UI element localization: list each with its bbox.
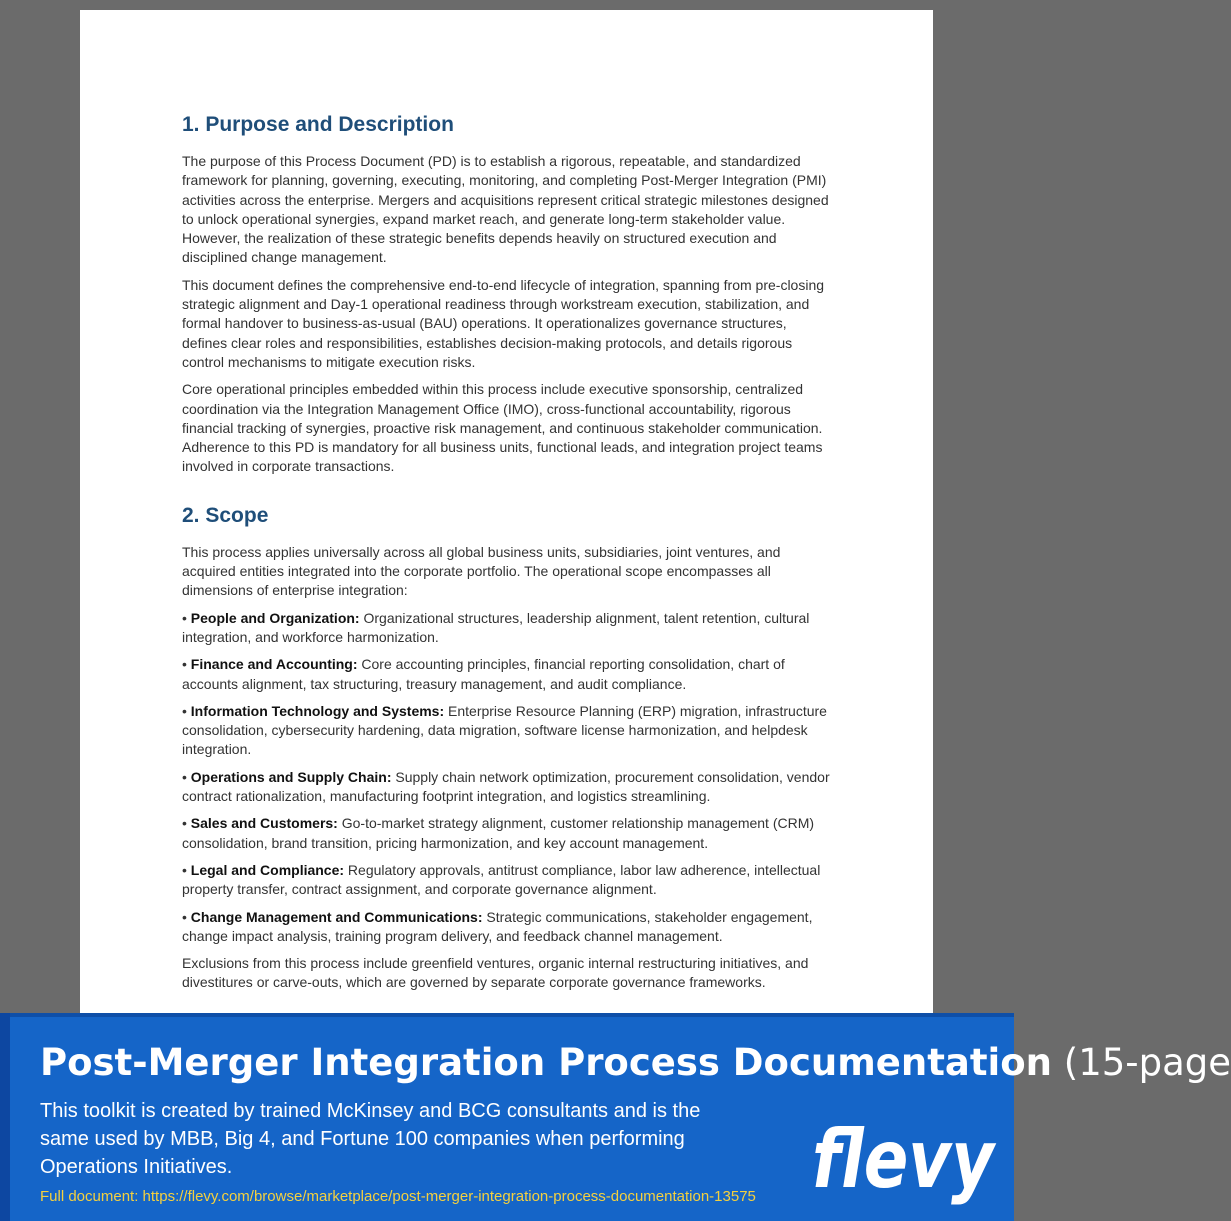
- banner-title: [40, 1041, 1231, 1085]
- section-heading-scope: 2. Scope: [182, 503, 269, 527]
- document-page: [80, 10, 933, 1020]
- section-heading-purpose: 1. Purpose and Description: [182, 113, 454, 136]
- scope-item-text: Supply chain network optimization, procurement consolidation, vendor contract rationalization, manufacturing footprint integration, and logistics streamlining.: [182, 768, 830, 805]
- banner-title-suffix: (15-page: [1052, 1041, 1231, 1084]
- full-document-link[interactable]: Full document: https://flevy.com/browse/marketplace/post-merger-integration-process-documentation-13575: [40, 1188, 756, 1205]
- scope-item: • Sales and Customers: Go-to-market strategy alignment, customer relationship management (CRM) consolidation, brand transition, pricing harmonization, and key account management.: [182, 815, 815, 851]
- paragraph: This process applies universally across all global business units, subsidiaries, joint ventures, and acquired entities integrated into the corporate portfolio. The operational scope encompasses all dimensions of enterprise integration:: [182, 543, 781, 599]
- scope-item: • Legal and Compliance: Regulatory approvals, antitrust compliance, labor law adherence, intellectual property transfer, contract assignment, and corporate governance alignment.: [182, 861, 821, 898]
- paragraph: This document defines the comprehensive end-to-end lifecycle of integration, spanning from pre-closing strategic alignment and Day-1 operational readiness through workstream execution, stabilization, and formal handover to business-as-usual (BAU) operations. It operationalizes governance structures, defines clear roles and responsibilities, establishes decision-making protocols, and details rigorous control mechanisms to mitigate execution risks.: [182, 276, 825, 370]
- scope-item-text: Strategic communications, stakeholder engagement, change impact analysis, training program delivery, and feedback channel management.: [182, 908, 813, 944]
- banner-description: This toolkit is created by trained McKinsey and BCG consultants and is the same used by MBB, Big 4, and Fortune 100 companies when performing Operations Initiatives.: [40, 1100, 701, 1178]
- scope-item: • Finance and Accounting: Core accounting principles, financial reporting consolidation, chart of accounts alignment, tax structuring, treasury management, and audit compliance.: [182, 656, 785, 692]
- scope-item: • Operations and Supply Chain: Supply chain network optimization, procurement consolidation, vendor contract rationalization, manufacturing footprint integration, and logistics streamlining.: [182, 768, 830, 805]
- scope-item-label: Legal and Compliance:: [190, 861, 345, 878]
- scope-item: • Change Management and Communications: Strategic communications, stakeholder engagement, change impact analysis, training program delivery, and feedback channel management.: [182, 908, 813, 944]
- paragraph: Exclusions from this process include greenfield ventures, organic internal restructuring initiatives, and divestitures or carve-outs, which are governed by separate corporate governance frameworks.: [182, 955, 809, 991]
- paragraph: Core operational principles embedded within this process include executive sponsorship, centralized coordination via the Integration Management Office (IMO), cross-functional accountability, rigorous financial tracking of synergies, proactive risk management, and continuous stakeholder communication. Adherence to this PD is mandatory for all business units, functional leads, and integration project teams involved in corporate transactions.: [182, 381, 823, 475]
- banner-top-line: [0, 1013, 1014, 1017]
- banner-title-main: Post-Merger Integration Process Documentation: [40, 1041, 1052, 1084]
- scope-item-text: Regulatory approvals, antitrust compliance, labor law adherence, intellectual property transfer, contract assignment, and corporate governance alignment.: [182, 861, 821, 898]
- banner-left-bar: [0, 1013, 10, 1221]
- scope-item-label: Information Technology and Systems:: [190, 702, 445, 719]
- scope-item: • Information Technology and Systems: Enterprise Resource Planning (ERP) migration, infrastructure consolidation, cybersecurity hardening, data migration, software license harmonization, and helpdesk integration.: [182, 702, 827, 758]
- scope-item-text: Core accounting principles, financial reporting consolidation, chart of accounts alignment, tax structuring, treasury management, and audit compliance.: [182, 656, 785, 692]
- scope-item-text: Go-to-market strategy alignment, customer relationship management (CRM) consolidation, brand transition, pricing harmonization, and key account management.: [182, 815, 815, 851]
- paragraph: The purpose of this Process Document (PD) is to establish a rigorous, repeatable, and standardized framework for planning, governing, executing, monitoring, and completing Post-Merger Integration (PMI) activities across the enterprise. Mergers and acquisitions represent critical strategic milestones designed to unlock operational synergies, expand market reach, and generate long-term stakeholder value. However, the realization of these strategic benefits depends heavily on structured execution and disciplined change management.: [182, 153, 829, 266]
- promo-banner: [0, 1013, 1231, 1221]
- scope-item-label: Sales and Customers:: [190, 815, 338, 832]
- scope-item: • People and Organization: Organizational structures, leadership alignment, talent retention, cultural integration, and workforce harmonization.: [182, 609, 810, 645]
- scope-item-label: Change Management and Communications:: [190, 908, 483, 925]
- document-content: [182, 110, 832, 1001]
- flevy-logo: [810, 1105, 1000, 1205]
- scope-item-text: Enterprise Resource Planning (ERP) migration, infrastructure consolidation, cybersecurity hardening, data migration, software license harmonization, and helpdesk integration.: [182, 702, 827, 758]
- scope-item-label: People and Organization:: [190, 609, 360, 626]
- scope-item-label: Operations and Supply Chain:: [190, 768, 392, 785]
- scope-item-text: Organizational structures, leadership alignment, talent retention, cultural integration, and workforce harmonization.: [182, 609, 810, 645]
- flevy-logo-text: flevy: [812, 1113, 997, 1206]
- scope-item-label: Finance and Accounting:: [190, 656, 358, 673]
